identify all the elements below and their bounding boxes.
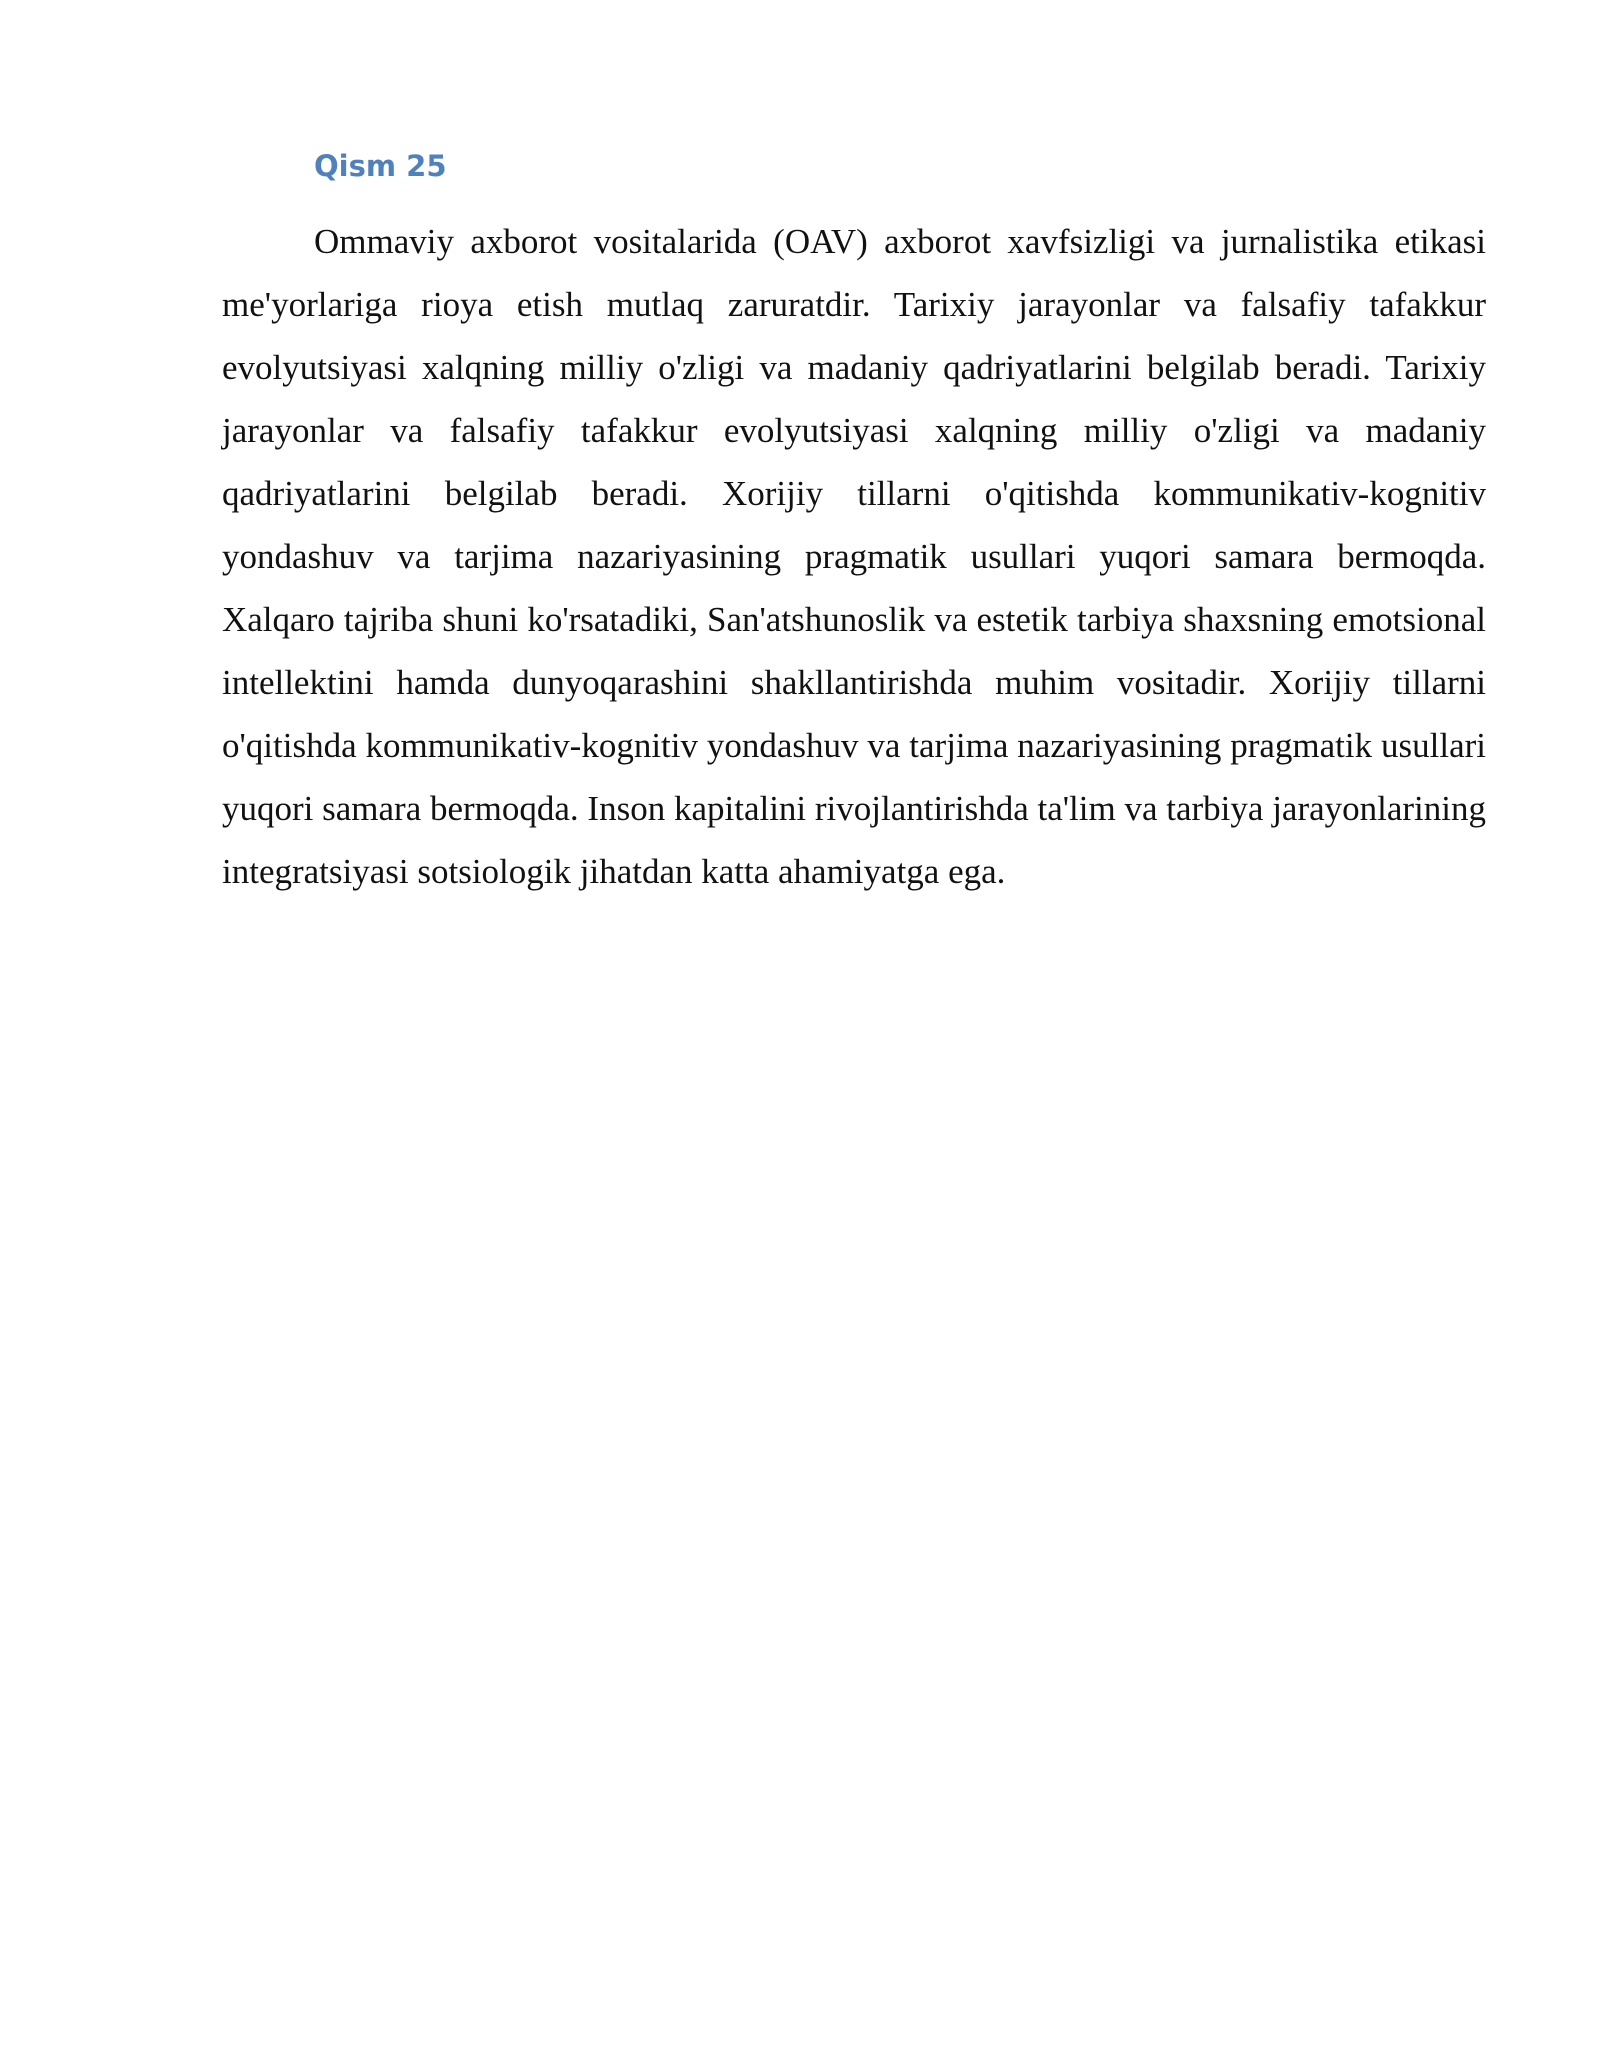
section-heading: Qism 25 <box>314 149 447 183</box>
body-paragraph: Ommaviy axborot vositalarida (OAV) axborot xavfsizligi va jurnalistika etikasi me'yorlariga rioya etish mutlaq zaruratdir. Tarixiy jarayonlar va falsafiy tafakkur evolyutsiyasi xalqning milliy o'zligi va madaniy qadriyatlarini belgilab beradi. Tarixiy jarayonlar va falsafiy tafakkur evolyutsiyasi xalqning milliy o'zligi va madaniy qadriyatlarini belgilab beradi. Xorijiy tillarni o'qitishda kommunikativ-kognitiv yondashuv va tarjima nazariyasining pragmatik usullari yuqori samara bermoqda. Xalqaro tajriba shuni ko'rsatadiki, San'atshunoslik va estetik tarbiya shaxsning emotsional intellektini hamda dunyoqarashini shakllantirishda muhim vositadir. Xorijiy tillarni o'qitishda kommunikativ-kognitiv yondashuv va tarjima nazariyasining pragmatik usullari yuqori samara bermoqda. Inson kapitalini rivojlantirishda ta'lim va tarbiya jarayonlarining integratsiyasi sotsiologik jihatdan katta ahamiyatga ega. <box>222 222 1486 891</box>
